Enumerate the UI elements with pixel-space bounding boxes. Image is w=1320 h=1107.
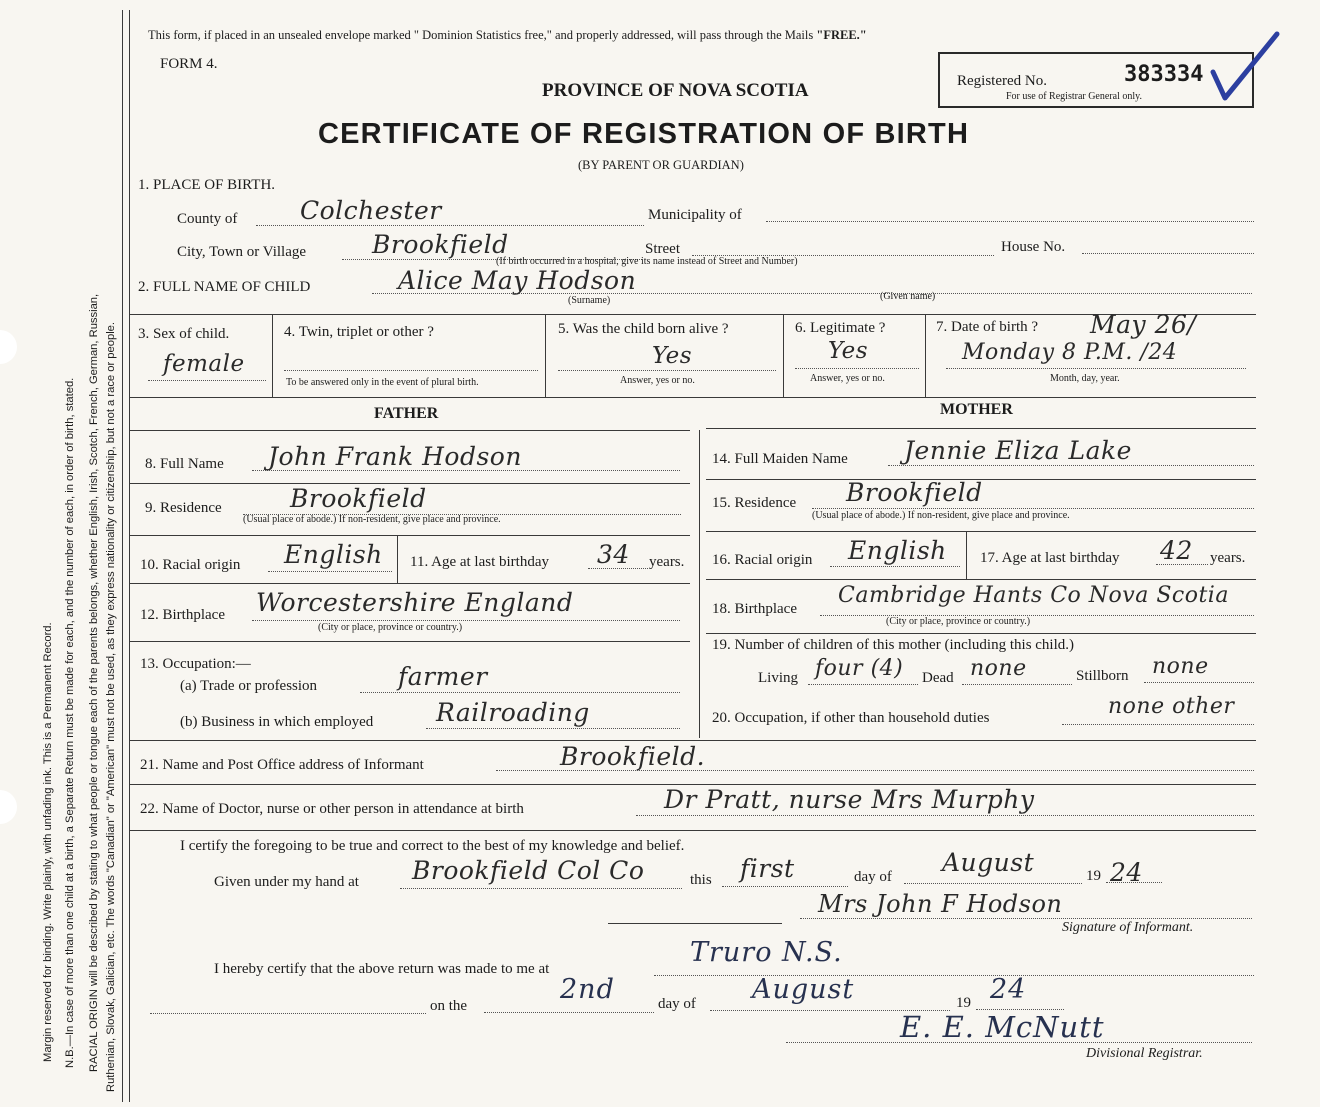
surname-note: (Surname) xyxy=(568,295,611,306)
father-age-unit: years. xyxy=(649,554,685,570)
mother-residence-label: 15. Residence xyxy=(712,495,797,511)
father-age-label: 11. Age at last birthday xyxy=(410,554,549,570)
father-residence-label: 9. Residence xyxy=(145,500,222,516)
dob-value-1: May 26/ xyxy=(1090,310,1197,339)
father-occupation-label: 13. Occupation:— xyxy=(140,656,251,672)
place-of-birth-heading: 1. PLACE OF BIRTH. xyxy=(138,177,276,193)
doctor-value: Dr Pratt, nurse Mrs Murphy xyxy=(664,785,1035,814)
informant-signature-label: Signature of Informant. xyxy=(1062,920,1194,935)
alive-note: Answer, yes or no. xyxy=(620,375,695,386)
margin-note-1: Margin reserved for binding. Write plainly, with unfading ink. This is a Permanent Record. xyxy=(42,622,54,1062)
mother-race-value: English xyxy=(848,536,947,565)
father-business-value: Railroading xyxy=(436,698,590,727)
registered-number: 383334 xyxy=(1124,62,1204,87)
hospital-note: (If birth occurred in a hospital, give its name instead of Street and Number) xyxy=(496,256,798,267)
binding-line xyxy=(129,10,130,1102)
mother-age-value: 42 xyxy=(1160,536,1193,565)
form-number: FORM 4. xyxy=(160,56,218,72)
registrar-year-value: 24 xyxy=(990,974,1027,1005)
father-name-value: John Frank Hodson xyxy=(268,442,522,471)
mother-occupation-label: 20. Occupation, if other than household duties xyxy=(712,710,990,726)
informant-label: 21. Name and Post Office address of Informant xyxy=(140,757,424,773)
living-label: Living xyxy=(758,670,798,686)
sex-label: 3. Sex of child. xyxy=(138,326,230,342)
checkmark-icon xyxy=(1205,30,1285,110)
punch-hole-top xyxy=(0,330,17,364)
given-place-value: Brookfield Col Co xyxy=(412,856,645,885)
father-race-value: English xyxy=(284,540,383,569)
punch-hole-bottom xyxy=(0,790,17,824)
binding-line xyxy=(122,10,123,1102)
certify-dayof-label: day of xyxy=(854,869,892,885)
alive-label: 5. Was the child born alive ? xyxy=(558,321,729,337)
margin-note-2: N.B.—In case of more than one child at a birth, a Separate Return must be made for each, and the number of each, in order of birth, stated. xyxy=(64,377,76,1068)
dead-label: Dead xyxy=(922,670,954,686)
twin-label: 4. Twin, triplet or other ? xyxy=(284,324,434,340)
informant-value: Brookfield. xyxy=(560,742,706,771)
certificate-title: CERTIFICATE OF REGISTRATION OF BIRTH xyxy=(318,118,970,150)
certify-year-value: 24 xyxy=(1110,858,1143,887)
dob-label: 7. Date of birth ? xyxy=(936,319,1039,335)
father-birthplace-note: (City or place, province or country.) xyxy=(318,622,463,633)
father-residence-note: (Usual place of abode.) If non-resident, give place and province. xyxy=(243,514,501,525)
father-birthplace-label: 12. Birthplace xyxy=(140,607,225,623)
mother-residence-note: (Usual place of abode.) If non-resident, give place and province. xyxy=(812,510,1070,521)
dead-value: none xyxy=(970,656,1027,681)
father-age-value: 34 xyxy=(597,540,630,569)
county-label: County of xyxy=(177,211,238,227)
mother-birthplace-label: 18. Birthplace xyxy=(712,601,797,617)
given-under-label: Given under my hand at xyxy=(214,874,359,890)
dob-note: Month, day, year. xyxy=(1050,373,1120,384)
mother-age-unit: years. xyxy=(1210,550,1246,566)
stillborn-label: Stillborn xyxy=(1076,668,1129,684)
mother-name-label: 14. Full Maiden Name xyxy=(712,451,848,467)
legitimate-value: Yes xyxy=(828,338,869,364)
registrar-signature-label: Divisional Registrar. xyxy=(1086,1046,1203,1061)
margin-note-4: Ruthenian, Slovak, Galician, etc. The words "Canadian" or "American" must not be used, as they express nationality or citizenship, but not a race or people. xyxy=(105,321,117,1092)
father-birthplace-value: Worcestershire England xyxy=(256,588,574,617)
registrar-dayof-label: day of xyxy=(658,996,696,1012)
dob-value-2: Monday 8 P.M. /24 xyxy=(962,340,1178,365)
living-value: four (4) xyxy=(815,656,904,681)
registrar-on-label: on the xyxy=(430,998,468,1014)
mother-birthplace-value: Cambridge Hants Co Nova Scotia xyxy=(838,583,1229,608)
father-residence-value: Brookfield xyxy=(290,484,427,513)
city-value: Brookfield xyxy=(372,230,509,259)
margin-note-3: RACIAL ORIGIN will be described by stating to what people or tongue each of the parents belongs, whether English, Irish, Scotch, French, German, Russian, xyxy=(88,293,100,1072)
certify-statement: I certify the foregoing to be true and correct to the best of my knowledge and belief. xyxy=(180,838,685,854)
registrar-year-prefix: 19 xyxy=(956,995,971,1011)
county-value: Colchester xyxy=(300,196,442,225)
child-name-value: Alice May Hodson xyxy=(398,266,637,295)
mother-race-label: 16. Racial origin xyxy=(712,552,813,568)
this-label: this xyxy=(690,872,712,888)
legitimate-label: 6. Legitimate ? xyxy=(795,320,886,336)
mother-name-value: Jennie Eliza Lake xyxy=(904,436,1132,465)
legitimate-note: Answer, yes or no. xyxy=(810,373,885,384)
father-trade-value: farmer xyxy=(398,662,488,691)
municipality-label: Municipality of xyxy=(648,207,742,223)
doctor-label: 22. Name of Doctor, nurse or other person in attendance at birth xyxy=(140,801,524,817)
mother-heading: MOTHER xyxy=(940,401,1013,418)
father-name-label: 8. Full Name xyxy=(145,456,224,472)
mother-occupation-value: none other xyxy=(1108,694,1235,719)
sex-value: female xyxy=(163,351,245,377)
certificate-subtitle: (BY PARENT OR GUARDIAN) xyxy=(578,158,744,172)
mother-birthplace-note: (City or place, province or country.) xyxy=(886,616,1031,627)
certify-day-value: first xyxy=(740,854,795,883)
twin-note: To be answered only in the event of plural birth. xyxy=(286,377,479,388)
province-heading: PROVINCE OF NOVA SCOTIA xyxy=(542,80,809,101)
registrar-day-value: 2nd xyxy=(560,974,615,1005)
father-race-label: 10. Racial origin xyxy=(140,557,241,573)
house-number-label: House No. xyxy=(1001,239,1066,255)
registered-label: Registered No. xyxy=(957,73,1047,89)
street-label: Street xyxy=(645,241,680,257)
registrar-month-value: August xyxy=(752,974,855,1005)
mother-age-label: 17. Age at last birthday xyxy=(980,550,1120,566)
mail-note: This form, if placed in an unsealed envelope marked " Dominion Statistics free," and properly addressed, will pass through the Mails "FREE." xyxy=(148,28,867,42)
city-label: City, Town or Village xyxy=(177,244,307,260)
child-name-label: 2. FULL NAME OF CHILD xyxy=(138,279,311,295)
alive-value: Yes xyxy=(652,343,693,369)
certify-month-value: August xyxy=(942,848,1035,877)
registrar-place-value: Truro N.S. xyxy=(690,937,843,968)
father-heading: FATHER xyxy=(374,405,439,422)
registrar-general-note: For use of Registrar General only. xyxy=(1006,91,1142,102)
mother-residence-value: Brookfield xyxy=(846,478,983,507)
registrar-statement: I hereby certify that the above return was made to me at xyxy=(214,961,550,977)
stillborn-value: none xyxy=(1152,654,1209,679)
father-trade-label: (a) Trade or profession xyxy=(180,678,318,694)
given-name-note: (Given name) xyxy=(880,291,936,302)
father-business-label: (b) Business in which employed xyxy=(180,714,374,730)
informant-signature: Mrs John F Hodson xyxy=(818,890,1063,918)
registrar-signature: E. E. McNutt xyxy=(900,1010,1105,1044)
mother-children-label: 19. Number of children of this mother (including this child.) xyxy=(712,637,1075,653)
certify-year-prefix: 19 xyxy=(1086,868,1101,884)
